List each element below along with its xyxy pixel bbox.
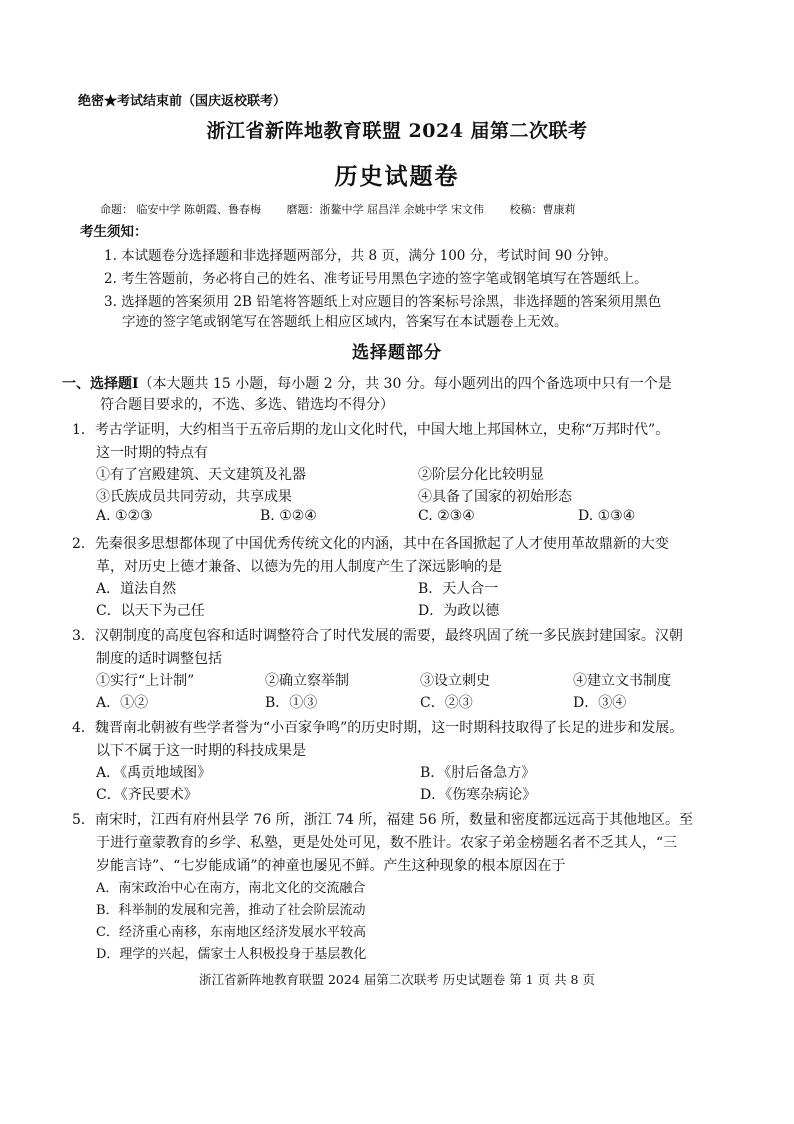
q3-choice-d: D．③④ [573, 695, 627, 711]
setter-text: 命题： 临安中学 陈朝霞、鲁春梅 [100, 203, 261, 216]
q4-choice-b: B．《肘后备急方》 [420, 765, 536, 781]
q1-choice-c: C. ②③④ [418, 508, 475, 524]
q5-stem-line2: 于进行童蒙教育的乡学、私塾，更是处处可见，数不胜计。农家子弟金榜题名者不乏其人，“三 [96, 835, 678, 851]
notice-title: 考生须知： [80, 224, 148, 240]
q4-stem-line2: 以下不属于这一时期的科技成果是 [96, 743, 306, 759]
q3-stem-line2: 制度的适时调整包括 [96, 651, 222, 667]
q4-choice-d: D．《伤寒杂病论》 [420, 787, 537, 803]
q1-statement-2: ②阶层分化比较明显 [418, 467, 544, 483]
section-title: 选择题部分 [352, 343, 442, 363]
q5-stem-line3: 岁能言诗”、“七岁能成诵”的神童也屡见不鲜。产生这种现象的根本原因在于 [96, 858, 566, 874]
q3-choice-a: A．①② [96, 695, 149, 711]
q1-statement-3: ③氏族成员共同劳动，共享成果 [96, 489, 292, 505]
notice-item-1: 1. 本试题卷分选择题和非选择题两部分，共 8 页，满分 100 分，考试时间 90 分钟。 [104, 248, 617, 264]
q3-statement-1: ①实行“上计制” [96, 673, 195, 689]
q1-stem-line1: 1．考古学证明，大约相当于五帝后期的龙山文化时代，中国大地上邦国林立，史称“万邦时代”。 [72, 422, 670, 438]
q5-choice-d: D．理学的兴起，儒家士人积极投身于基层教化 [96, 947, 367, 962]
q3-stem-line1: 3．汉朝制度的高度包容和适时调整符合了时代发展的需要，最终巩固了统一多民族封建国家。汉朝 [72, 628, 683, 644]
q1-statement-1: ①有了宫殿建筑、天文建筑及礼器 [96, 467, 306, 483]
q5-choice-b: B．科举制的发展和完善，推动了社会阶层流动 [96, 903, 366, 918]
q1-choice-b: B. ①②④ [260, 508, 317, 524]
q2-stem-line1: 2．先秦很多思想都体现了中国优秀传统文化的内涵，其中在各国掀起了人才使用革故鼎新的大变 [72, 536, 669, 552]
q1-choice-a: A. ①②③ [96, 508, 153, 524]
q1-statement-4: ④具备了国家的初始形态 [418, 489, 572, 505]
notice-item-3: 3. 选择题的答案须用 2B 铅笔将答题纸上对应题目的答案标号涂黑，非选择题的答案须用黑色 [104, 294, 662, 310]
q1-choice-d: D. ①③④ [578, 508, 636, 524]
notice-item-2: 2. 考生答题前，务必将自己的姓名、准考证号用黑色字迹的签字笔或钢笔填写在答题纸上。 [104, 271, 648, 287]
q3-statement-4: ④建立文书制度 [573, 673, 671, 689]
q3-statement-2: ②确立察举制 [265, 673, 349, 689]
q5-stem-line1: 5．南宋时，江西有府州县学 76 所，浙江 74 所，福建 56 所，数量和密度都远远高于其他地区。至 [72, 812, 694, 828]
q3-choice-c: C．②③ [420, 695, 473, 711]
q2-choice-b: B．天人合一 [418, 581, 499, 597]
q5-choice-c: C．经济重心南移，东南地区经济发展水平较高 [96, 925, 366, 940]
section-heading [62, 373, 672, 393]
q2-choice-a: A．道法自然 [96, 581, 177, 597]
section-heading-text: （本大题共 15 小题，每小题 2 分，共 30 分。每小题列出的四个备选项中只有一个是 [138, 376, 672, 392]
page-footer: 浙江省新阵地教育联盟 2024 届第二次联考 历史试题卷 第 1 页 共 8 页 [199, 972, 595, 987]
q1-stem-line2: 这一时期的特点有 [96, 445, 208, 461]
q4-stem-line1: 4．魏晋南北朝被有些学者誉为“小百家争鸣”的历史时期，这一时期科技取得了长足的进步和发展。 [72, 720, 684, 736]
exam-title: 浙江省新阵地教育联盟 2024 届第二次联考 [206, 120, 588, 142]
q3-statement-3: ③设立刺史 [420, 673, 490, 689]
reviewer-text: 磨题：浙鳌中学 屈昌洋 余姚中学 宋文伟 [286, 203, 484, 216]
section-heading-line2: 符合题目要求的，不选、多选、错选均不得分） [100, 397, 394, 413]
author-line [100, 201, 598, 217]
q5-choice-a: A．南宋政治中心在南方，南北文化的交流融合 [96, 881, 366, 896]
checker-text: 校稿：曹康莉 [509, 203, 576, 216]
confidential-label: 绝密★考试结束前（国庆返校联考） [78, 94, 287, 109]
section-heading-label: 一、选择题Ⅰ [62, 376, 139, 392]
notice-item-3-cont: 字迹的签字笔或钢笔写在答题纸上相应区域内，答案写在本试题卷上无效。 [122, 314, 568, 330]
q2-choice-d: D．为政以德 [418, 603, 500, 619]
q3-choice-b: B．①③ [265, 695, 318, 711]
q4-choice-a: A．《禹贡地域图》 [96, 765, 212, 781]
q2-stem-line2: 革，对历史上德才兼备、以德为先的用人制度产生了深远影响的是 [96, 559, 502, 575]
paper-subtitle: 历史试题卷 [334, 163, 460, 190]
q4-choice-c: C．《齐民要术》 [96, 787, 198, 803]
q2-choice-c: C．以天下为己任 [96, 603, 205, 619]
